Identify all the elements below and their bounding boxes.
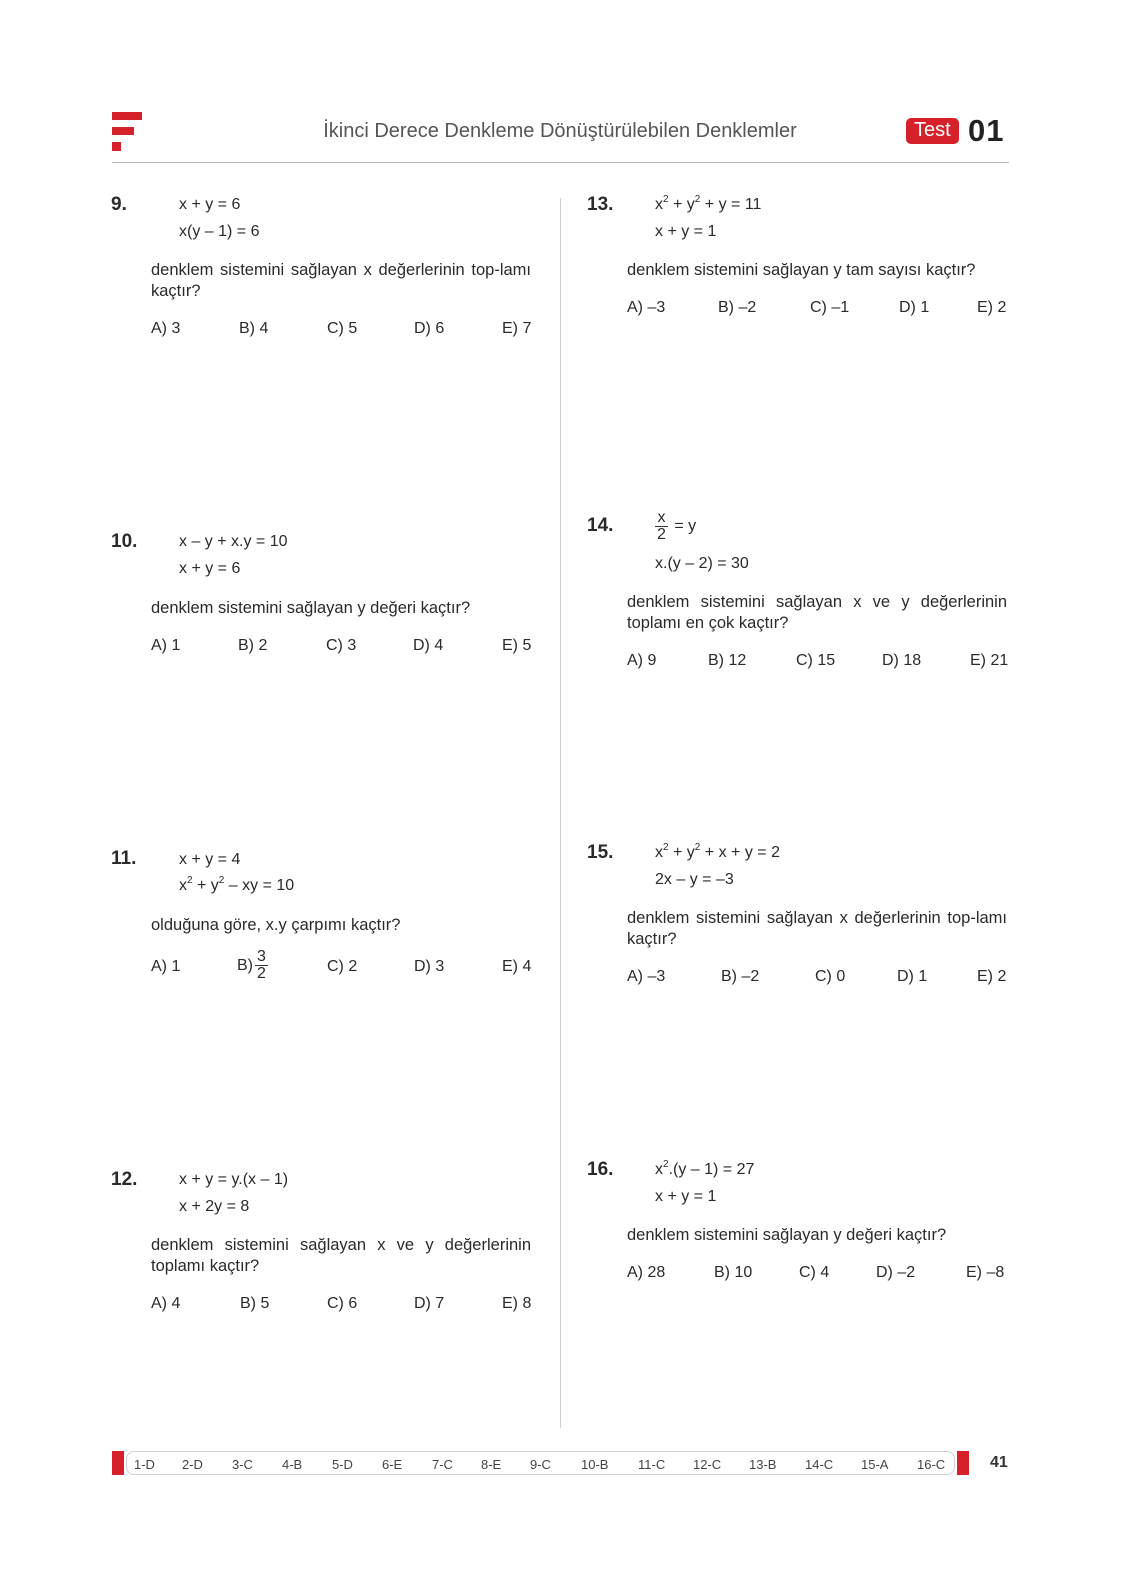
equation-line-1: x + y = y.(x – 1) (179, 1171, 289, 1188)
question-14 (587, 510, 1012, 680)
option-d[interactable]: D) 1 (899, 299, 930, 316)
test-badge: Test (906, 118, 959, 144)
question-number: 10. (111, 531, 138, 552)
option-d[interactable]: D) 3 (414, 958, 445, 975)
question-stem: denklem sistemini sağlayan y tam sayısı kaçtır? (627, 261, 976, 279)
equation-line-2: x(y – 1) = 6 (179, 223, 260, 240)
option-c[interactable]: C) –1 (810, 299, 850, 316)
question-number: 12. (111, 1169, 138, 1190)
question-number: 11. (111, 848, 137, 869)
question-stem: denklem sistemini sağlayan x ve y değerlerinin toplamı kaçtır? (151, 1236, 531, 1275)
answer-key-item: 8-E (481, 1457, 502, 1472)
equation-line-2: $x^2 + y^2$ – xy = 10 (179, 875, 295, 894)
equation-line-2: x.(y – 2) = 30 (655, 555, 749, 572)
fraction: $\frac{x}{2}$ (657, 509, 666, 543)
option-c[interactable]: C) 6 (327, 1295, 358, 1312)
answer-options (151, 637, 532, 659)
option-a[interactable]: A) –3 (627, 968, 666, 985)
option-d[interactable]: D) –2 (876, 1264, 916, 1281)
answer-key-item: 12-C (693, 1457, 722, 1472)
question-stem: denklem sistemini sağlayan y değeri kaçtır? (151, 599, 471, 617)
question-stem: olduğuna göre, x.y çarpımı kaçtır? (151, 916, 401, 934)
option-b[interactable]: B) 12 (708, 652, 747, 669)
question-9 (111, 194, 536, 344)
answer-key-item: 4-B (282, 1457, 303, 1472)
option-a[interactable]: A) 3 (151, 320, 181, 337)
test-number: 01 (968, 113, 1005, 148)
answer-key-item: 9-C (530, 1457, 551, 1472)
option-d[interactable]: D) 1 (897, 968, 928, 985)
option-d[interactable]: D) 18 (882, 652, 922, 669)
answer-key-item: 10-B (581, 1457, 609, 1472)
answer-key-item: 13-B (749, 1457, 777, 1472)
equation-line-1: x + y = 4 (179, 851, 241, 868)
equation-line-1: $x^2.(y - 1) = 27$ (655, 1159, 755, 1178)
option-a[interactable]: A) 1 (151, 637, 181, 654)
answer-options (627, 1264, 1008, 1286)
option-a[interactable]: A) 4 (151, 1295, 181, 1312)
option-c[interactable]: C) 3 (326, 637, 357, 654)
header-divider (112, 162, 1009, 163)
answer-key-item: 14-C (805, 1457, 834, 1472)
answer-options (627, 299, 1008, 321)
option-b[interactable]: B) 5 (240, 1295, 270, 1312)
footer-accent-left (112, 1451, 124, 1475)
equation-line-1: $x^2 + y^2 + x + y = 2$ (655, 842, 780, 861)
question-13 (587, 194, 1012, 324)
equation-line-1: x + y = 6 (179, 196, 241, 213)
question-12 (111, 1169, 536, 1319)
question-number: 9. (111, 194, 127, 215)
answer-key-item: 5-D (332, 1457, 353, 1472)
option-a[interactable]: A) 1 (151, 958, 181, 975)
question-number: 16. (587, 1159, 614, 1180)
option-b[interactable]: B) $\frac{3}{2}$ (237, 948, 266, 982)
option-c[interactable]: C) 0 (815, 968, 846, 985)
answer-key-item: 3-C (232, 1457, 253, 1472)
fraction: $\frac{3}{2}$ (257, 948, 266, 982)
answer-key-item: 11-C (638, 1457, 666, 1472)
option-a[interactable]: A) 9 (627, 652, 657, 669)
answer-key (126, 1451, 955, 1475)
equation-line-2: x + y = 6 (179, 560, 241, 577)
answer-options (151, 1295, 532, 1317)
answer-options (151, 320, 532, 342)
question-11 (111, 848, 536, 998)
question-stem: denklem sistemini sağlayan x değerlerinin top-lamı kaçtır? (627, 909, 1007, 948)
option-b[interactable]: B) 2 (238, 637, 268, 654)
question-stem: denklem sistemini sağlayan y değeri kaçtır? (627, 1226, 947, 1244)
option-b[interactable]: B) 4 (239, 320, 269, 337)
option-e[interactable]: E) 4 (502, 958, 532, 975)
answer-options (151, 949, 532, 989)
option-d[interactable]: D) 4 (413, 637, 444, 654)
option-e[interactable]: E) 2 (977, 299, 1007, 316)
question-number: 15. (587, 842, 614, 863)
question-stem: denklem sistemini sağlayan x değerlerinin top-lamı kaçtır? (151, 261, 531, 300)
option-c[interactable]: C) 15 (796, 652, 836, 669)
question-10 (111, 531, 536, 681)
option-b[interactable]: B) –2 (718, 299, 757, 316)
option-e[interactable]: E) –8 (966, 1264, 1005, 1281)
option-b[interactable]: B) 10 (714, 1264, 753, 1281)
option-c[interactable]: C) 4 (799, 1264, 830, 1281)
option-e[interactable]: E) 2 (977, 968, 1007, 985)
question-15 (587, 842, 1012, 992)
answer-key-item: 6-E (382, 1457, 403, 1472)
option-a[interactable]: A) 28 (627, 1264, 666, 1281)
option-e[interactable]: E) 8 (502, 1295, 532, 1312)
option-d[interactable]: D) 6 (414, 320, 445, 337)
option-e[interactable]: E) 7 (502, 320, 532, 337)
option-b[interactable]: B) –2 (721, 968, 760, 985)
answer-key-item: 2-D (182, 1457, 203, 1472)
option-e[interactable]: E) 21 (970, 652, 1009, 669)
equation-line-1: x – y + x.y = 10 (179, 533, 288, 550)
column-divider (560, 198, 561, 1428)
answer-options (627, 652, 1008, 674)
answer-key-item: 16-C (917, 1457, 946, 1472)
equation-line-1: $x^2 + y^2 + y = 11$ (655, 194, 762, 213)
answer-key-item: 1-D (134, 1457, 155, 1472)
equation-line-1: $\frac{x}{2}$ = y (657, 509, 697, 543)
option-e[interactable]: E) 5 (502, 637, 532, 654)
option-a[interactable]: A) –3 (627, 299, 666, 316)
answer-options (627, 968, 1008, 990)
page-title: İkinci Derece Denkleme Dönüştürülebilen Denklemler (323, 120, 797, 142)
option-c[interactable]: C) 2 (327, 958, 358, 975)
option-d[interactable]: D) 7 (414, 1295, 445, 1312)
page-number: 41 (990, 1454, 1008, 1471)
equation-line-2: 2x – y = –3 (655, 871, 734, 888)
answer-key-item: 15-A (861, 1457, 889, 1472)
equation-line-2: x + y = 1 (655, 1188, 717, 1205)
option-c[interactable]: C) 5 (327, 320, 358, 337)
equation-line-2: x + 2y = 8 (179, 1198, 250, 1215)
question-number: 13. (587, 194, 614, 215)
question-stem: denklem sistemini sağlayan x ve y değerlerinin toplamı en çok kaçtır? (627, 593, 1007, 632)
footer-accent-right (957, 1451, 969, 1475)
answer-key-item: 7-C (432, 1457, 453, 1472)
question-number: 14. (587, 515, 614, 536)
equation-line-2: x + y = 1 (655, 223, 717, 240)
question-16 (587, 1159, 1012, 1289)
